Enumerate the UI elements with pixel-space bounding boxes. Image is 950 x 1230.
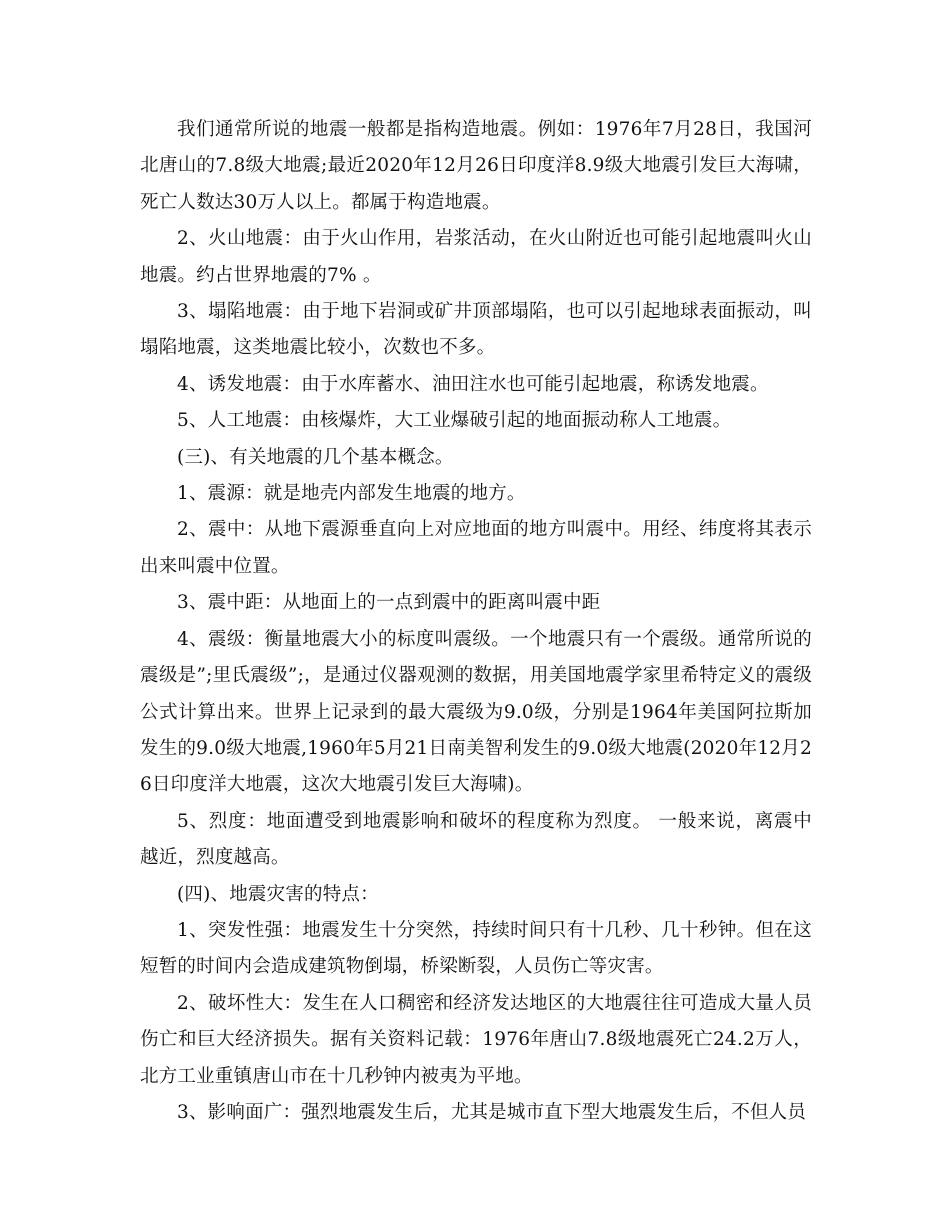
section-heading-basic-concepts: (三)、有关地震的几个基本概念。 bbox=[177, 446, 454, 468]
paragraph-wide-impact: 3、影响面广：强烈地震发生后，尤其是城市直下型大地震发生后，不但人员 bbox=[177, 1101, 807, 1123]
paragraph-magnitude: 4、震级：衡量地震大小的标度叫震级。一个地震只有一个震级。通常所说的震级是”;里氏震级”;，是通过仪器观测的数据，用美国地震学家里希特定义的震级公式计算出来。世界上记录到的最大震级为9.0级，分别是1964年美国阿拉斯加发生的9.0级大地震,1960年5月21日南美智利发生的9.0级大地震(2020年12月26日印度洋大地震，这次大地震引发巨大海啸)。 bbox=[140, 628, 812, 796]
paragraph-volcanic-earthquake: 2、火山地震：由于火山作用，岩浆活动，在火山附近也可能引起地震叫火山地震。约占世界地震的7% 。 bbox=[140, 228, 812, 286]
paragraph-tectonic-examples: 我们通常所说的地震一般都是指构造地震。例如：1976年7月28日，我国河北唐山的7.8级大地震;最近2020年12月26日印度洋8.9级大地震引发巨大海啸，死亡人数达30万人以上。都属于构造地震。 bbox=[140, 119, 812, 213]
document-page bbox=[140, 112, 812, 1131]
paragraph-intensity: 5、烈度：地面遭受到地震影响和破坏的程度称为烈度。 一般来说，离震中越近，烈度越高。 bbox=[140, 810, 812, 869]
paragraph-induced-earthquake: 4、诱发地震：由于水库蓄水、油田注水也可能引起地震，称诱发地震。 bbox=[177, 373, 769, 395]
paragraph-suddenness: 1、突发性强：地震发生十分突然，持续时间只有十几秒、几十秒钟。但在这短暂的时间内会造成建筑物倒塌，桥梁断裂，人员伤亡等灾害。 bbox=[140, 919, 812, 978]
paragraph-artificial-earthquake: 5、人工地震：由核爆炸，大工业爆破引起的地面振动称人工地震。 bbox=[177, 410, 732, 432]
paragraph-destructiveness: 2、破坏性大：发生在人口稠密和经济发达地区的大地震往往可造成大量人员伤亡和巨大经济损失。据有关资料记载：1976年唐山7.8级地震死亡24.2万人，北方工业重镇唐山市在十几秒钟内被夷为平地。 bbox=[140, 992, 812, 1087]
section-heading-disaster-features: (四)、地震灾害的特点： bbox=[177, 883, 379, 905]
paragraph-hypocenter: 1、震源：就是地壳内部发生地震的地方。 bbox=[177, 483, 526, 505]
paragraph-epicentral-distance: 3、震中距：从地面上的一点到震中的距离叫震中距 bbox=[177, 592, 601, 614]
paragraph-collapse-earthquake: 3、塌陷地震：由于地下岩洞或矿井顶部塌陷，也可以引起地球表面振动，叫塌陷地震，这类地震比较小，次数也不多。 bbox=[140, 301, 812, 359]
paragraph-epicenter: 2、震中：从地下震源垂直向上对应地面的地方叫震中。用经、纬度将其表示出来叫震中位置。 bbox=[140, 519, 812, 577]
